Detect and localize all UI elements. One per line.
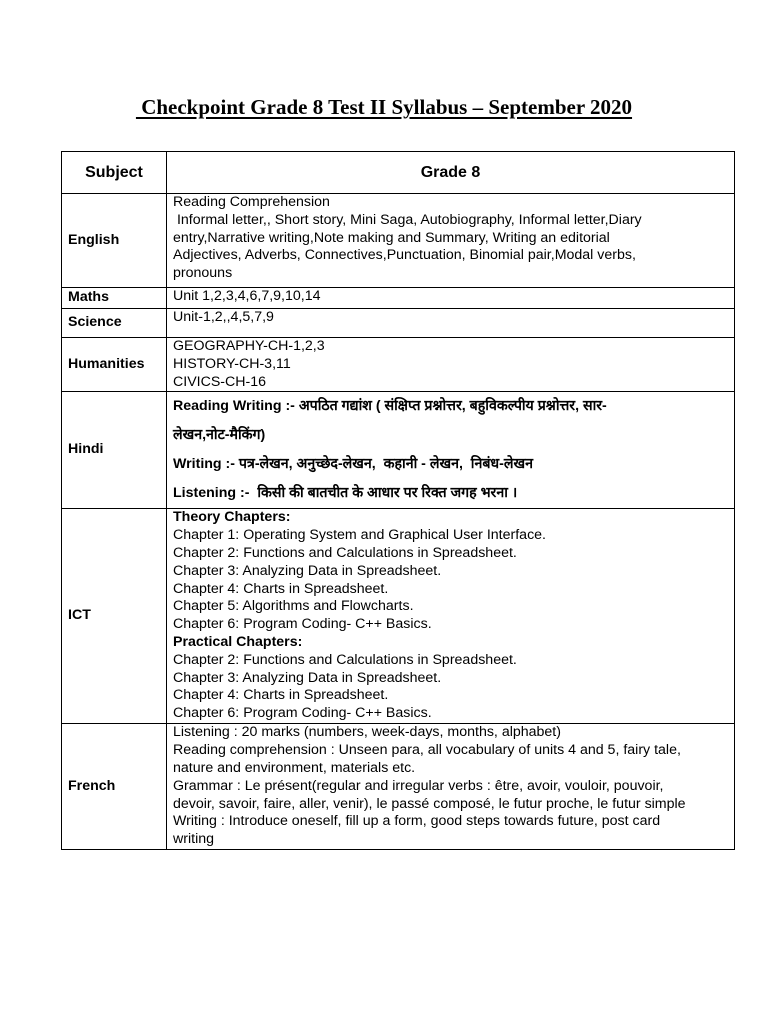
syllabus-cell: [167, 724, 735, 850]
syllabus-line: Chapter 5: Algorithms and Flowcharts.: [173, 598, 414, 615]
syllabus-cell: [167, 194, 735, 288]
header-subject: Subject: [62, 152, 167, 194]
subject-cell: English: [62, 194, 167, 288]
table-row: [62, 288, 735, 309]
syllabus-line: Reading Writing :- अपठित गद्यांश ( संक्षिप्त प्रश्नोत्तर, बहुविकल्पीय प्रश्नोत्तर, सार-: [173, 398, 607, 415]
syllabus-line: Chapter 1: Operating System and Graphical User Interface.: [173, 527, 546, 544]
table-row: [62, 392, 735, 509]
syllabus-line: Adjectives, Adverbs, Connectives,Punctuation, Binomial pair,Modal verbs,: [173, 247, 636, 264]
syllabus-cell: [167, 509, 735, 724]
syllabus-cell: [167, 288, 735, 309]
syllabus-line: Unit 1,2,3,4,6,7,9,10,14: [173, 288, 321, 304]
syllabus-line: pronouns: [173, 265, 233, 282]
table-row: [62, 724, 735, 850]
syllabus-line: Reading comprehension : Unseen para, all vocabulary of units 4 and 5, fairy tale,: [173, 742, 681, 759]
syllabus-cell: [167, 309, 735, 338]
syllabus-table: [61, 151, 735, 850]
syllabus-line: Reading Comprehension: [173, 194, 330, 210]
table-row: [62, 309, 735, 338]
syllabus-line: Chapter 2: Functions and Calculations in Spreadsheet.: [173, 544, 517, 561]
syllabus-line: Informal letter,, Short story, Mini Saga, Autobiography, Informal letter,Diary: [173, 211, 642, 228]
page-title: Checkpoint Grade 8 Test II Syllabus – September 2020: [135, 95, 633, 119]
table-row: [62, 338, 735, 392]
table-header-row: [62, 152, 735, 194]
subject-cell: Science: [62, 309, 167, 338]
syllabus-line: Unit-1,2,,4,5,7,9: [173, 309, 274, 325]
subject-cell: French: [62, 724, 167, 850]
syllabus-line: Chapter 2: Functions and Calculations in Spreadsheet.: [173, 651, 517, 668]
syllabus-line: entry,Narrative writing,Note making and Summary, Writing an editorial: [173, 229, 610, 246]
syllabus-line: Chapter 3: Analyzing Data in Spreadsheet.: [173, 669, 442, 686]
syllabus-line: Chapter 3: Analyzing Data in Spreadsheet.: [173, 562, 442, 579]
syllabus-line: Chapter 4: Charts in Spreadsheet.: [173, 687, 389, 704]
syllabus-line: GEOGRAPHY-CH-1,2,3: [173, 338, 325, 354]
syllabus-line: devoir, savoir, faire, aller, venir), le passé composé, le futur proche, le futur simple: [173, 795, 686, 812]
syllabus-line: HISTORY-CH-3,11: [173, 355, 291, 372]
syllabus-line: Writing :- पत्र-लेखन, अनुच्छेद-लेखन, कहानी - लेखन, निबंध-लेखन: [173, 456, 533, 473]
subject-cell: Maths: [62, 288, 167, 309]
syllabus-cell: [167, 338, 735, 392]
subject-cell: ICT: [62, 509, 167, 724]
syllabus-line: Grammar : Le présent(regular and irregular verbs : être, avoir, vouloir, pouvoir,: [173, 777, 664, 794]
syllabus-line: nature and environment, materials etc.: [173, 759, 416, 776]
syllabus-line: Listening :- किसी की बातचीत के आधार पर रिक्त जगह भरना ।: [173, 485, 518, 502]
syllabus-line: Chapter 6: Program Coding- C++ Basics.: [173, 616, 432, 633]
theory-heading: Theory Chapters:: [173, 509, 291, 526]
syllabus-line: CIVICS-CH-16: [173, 373, 267, 390]
table-row: [62, 194, 735, 288]
syllabus-cell: [167, 392, 735, 509]
header-grade: Grade 8: [167, 152, 735, 194]
table-row: [62, 509, 735, 724]
syllabus-line: writing: [173, 831, 214, 848]
syllabus-line: लेखन,नोट-मैकिंग): [173, 427, 266, 444]
subject-cell: Hindi: [62, 392, 167, 509]
subject-cell: Humanities: [62, 338, 167, 392]
syllabus-line: Writing : Introduce oneself, fill up a form, good steps towards future, post card: [173, 813, 661, 830]
syllabus-line: Chapter 4: Charts in Spreadsheet.: [173, 580, 389, 597]
syllabus-line: Listening : 20 marks (numbers, week-days, months, alphabet): [173, 724, 561, 741]
syllabus-line: Chapter 6: Program Coding- C++ Basics.: [173, 705, 432, 722]
practical-heading: Practical Chapters:: [173, 633, 303, 650]
